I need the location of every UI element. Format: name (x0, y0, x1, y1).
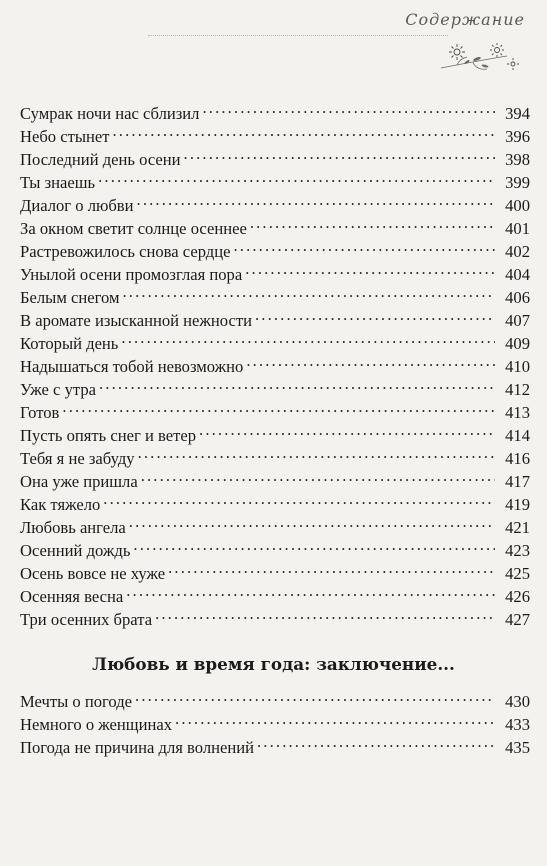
toc-entry-page: 426 (505, 587, 530, 606)
toc-entry[interactable] (20, 418, 530, 445)
toc-entry-page: 412 (505, 380, 530, 399)
toc-entry-page: 421 (505, 518, 530, 537)
dot-leader (250, 211, 495, 234)
dot-leader (138, 441, 495, 464)
toc-entry-title: Немного о женщинах (20, 715, 173, 734)
toc-entry-page: 419 (505, 495, 530, 514)
toc-entry-page: 394 (505, 104, 530, 123)
toc-entry-title: Растревожилось снова сердце (20, 242, 231, 261)
toc-entry-page: 423 (505, 541, 530, 560)
dot-leader (121, 326, 495, 349)
dot-leader (133, 533, 495, 556)
toc-entry-title: Осенняя весна (20, 587, 124, 606)
toc-entry-page: 427 (505, 610, 530, 629)
running-header: Содержание (405, 10, 525, 29)
toc-entry-title: Уже с утра (20, 380, 96, 399)
toc-entry[interactable] (20, 188, 530, 215)
toc-entry-title: Пусть опять снег и ветер (20, 426, 197, 445)
dot-leader (168, 556, 495, 579)
toc-entry-page: 406 (505, 288, 530, 307)
toc-entry-page: 430 (505, 692, 530, 711)
toc-entry-page: 414 (505, 426, 530, 445)
dot-leader (175, 707, 495, 730)
toc-entry-title: Как тяжело (20, 495, 101, 514)
toc-entry-page: 404 (505, 265, 530, 284)
toc-entry-title: Тебя я не забуду (20, 449, 135, 468)
dot-leader (255, 303, 495, 326)
section-heading[interactable]: Любовь и время года: заключение... (92, 654, 455, 674)
toc-entry-page: 401 (505, 219, 530, 238)
dot-leader (103, 487, 495, 510)
dot-leader (98, 165, 495, 188)
dot-leader (184, 142, 495, 165)
dot-leader (137, 188, 495, 211)
toc-entry-title: В аромате изысканной нежности (20, 311, 252, 330)
toc-entry-page: 433 (505, 715, 530, 734)
toc-entry-title: Который день (20, 334, 119, 353)
dot-leader (233, 234, 495, 257)
dot-leader (122, 280, 495, 303)
toc-entry-page: 398 (505, 150, 530, 169)
toc-entry-title: Три осенних брата (20, 610, 153, 629)
dot-leader (113, 119, 496, 142)
dot-leader (141, 464, 495, 487)
toc-entry-page: 409 (505, 334, 530, 353)
dot-leader (199, 418, 495, 441)
toc-entry-page: 399 (505, 173, 530, 192)
toc-entry-page: 400 (505, 196, 530, 215)
toc-entry-title: Диалог о любви (20, 196, 134, 215)
toc-entry-title: Последний день осени (20, 150, 181, 169)
toc-entry-title: Ты знаешь (20, 173, 96, 192)
dot-leader (155, 602, 495, 625)
table-of-contents (20, 96, 530, 629)
dot-leader (126, 579, 495, 602)
dot-leader (129, 510, 495, 533)
toc-entry-page: 417 (505, 472, 530, 491)
toc-entry-page: 416 (505, 449, 530, 468)
toc-entry-title: Она уже пришла (20, 472, 138, 491)
toc-entry-title: Готов (20, 403, 60, 422)
toc-entry-title: Осенний дождь (20, 541, 131, 560)
dot-leader (202, 96, 495, 119)
dot-leader (246, 349, 495, 372)
toc-entry[interactable] (20, 96, 530, 123)
toc-entry-page: 413 (505, 403, 530, 422)
toc-entry[interactable] (20, 395, 530, 422)
toc-entry-title: За окном светит солнце осеннее (20, 219, 247, 238)
dot-leader (99, 372, 495, 395)
toc-entry[interactable] (20, 684, 530, 711)
section-contents (20, 684, 530, 757)
toc-entry-page: 435 (505, 738, 530, 757)
toc-entry-title: Сумрак ночи нас сблизил (20, 104, 200, 123)
dot-leader (257, 730, 495, 753)
dot-leader (135, 684, 495, 707)
toc-entry-page: 396 (505, 127, 530, 146)
toc-entry-page: 407 (505, 311, 530, 330)
dot-leader (245, 257, 495, 280)
toc-entry-page: 402 (505, 242, 530, 261)
toc-entry-title: Погода не причина для волнений (20, 738, 254, 757)
toc-entry-title: Любовь ангела (20, 518, 126, 537)
toc-entry-title: Унылой осени промозглая пора (20, 265, 243, 284)
dot-leader (62, 395, 495, 418)
header-divider (148, 35, 448, 36)
toc-entry-title: Белым снегом (20, 288, 120, 307)
flower-ornament-icon (437, 38, 527, 78)
toc-entry-title: Осень вовсе не хуже (20, 564, 166, 583)
toc-entry-title: Небо стынет (20, 127, 110, 146)
toc-entry-title: Мечты о погоде (20, 692, 133, 711)
toc-entry-page: 425 (505, 564, 530, 583)
toc-entry-title: Надышаться тобой невозможно (20, 357, 244, 376)
toc-entry-page: 410 (505, 357, 530, 376)
